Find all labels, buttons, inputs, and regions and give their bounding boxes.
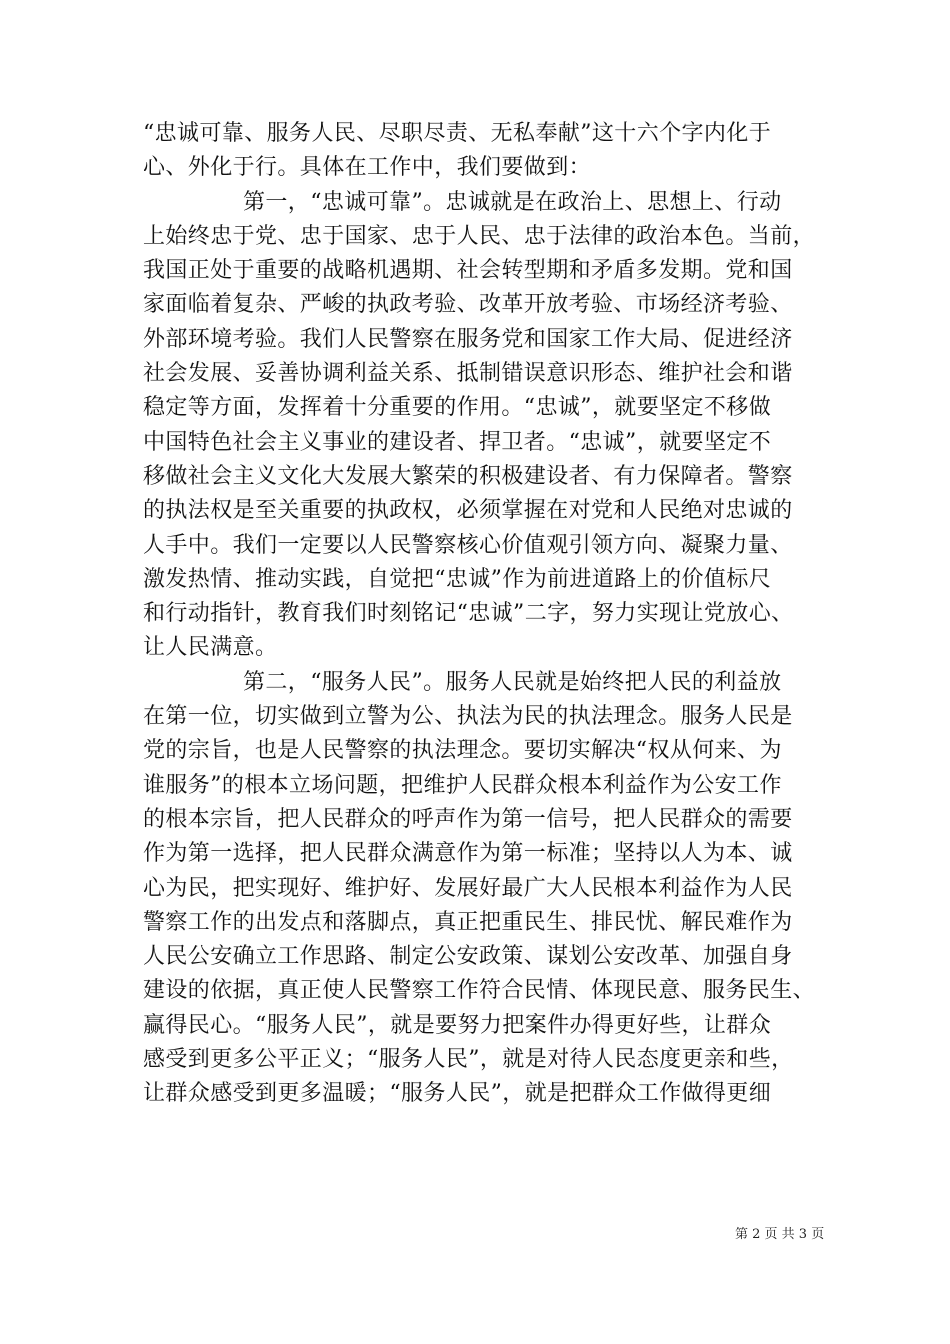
text-line: 中国特色社会主义事业的建设者、捍卫者。“忠诚”，就要坚定不 bbox=[143, 429, 772, 455]
text-line: 我国正处于重要的战略机遇期、社会转型期和矛盾多发期。党和国 bbox=[143, 258, 793, 284]
text-line: 心、外化于行。具体在工作中，我们要做到： bbox=[143, 155, 592, 181]
text-line: 在第一位，切实做到立警为公、执法为民的执法理念。服务人民是 bbox=[143, 704, 793, 730]
text-line: 赢得民心。“服务人民”，就是要努力把案件办得更好些，让群众 bbox=[143, 1012, 772, 1038]
text-line: 党的宗旨，也是人民警察的执法理念。要切实解决“权从何来、为 bbox=[143, 738, 782, 764]
text-line: 和行动指针，教育我们时刻铭记“忠诚”二字，努力实现让党放心、 bbox=[143, 601, 794, 627]
text-line: 家面临着复杂、严峻的执政考验、改革开放考验、市场经济考验、 bbox=[143, 292, 793, 318]
text-line: 稳定等方面，发挥着十分重要的作用。“忠诚”，就要坚定不移做 bbox=[143, 395, 772, 421]
text-line: 外部环境考验。我们人民警察在服务党和国家工作大局、促进经济 bbox=[143, 326, 793, 352]
text-line: 心为民，把实现好、维护好、发展好最广大人民根本利益作为人民 bbox=[143, 875, 793, 901]
text-line: 激发热情、推动实践，自觉把“忠诚”作为前进道路上的价值标尺 bbox=[143, 566, 772, 592]
paragraph-start-line: 第二，“服务人民”。服务人民就是始终把人民的利益放 bbox=[243, 669, 782, 695]
text-line: 让群众感受到更多温暖；“服务人民”，就是把群众工作做得更细 bbox=[143, 1081, 772, 1107]
document-body bbox=[143, 117, 823, 1112]
text-line: 人手中。我们一定要以人民警察核心价值观引领方向、凝聚力量、 bbox=[143, 532, 793, 558]
text-line: 人民公安确立工作思路、制定公安政策、谋划公安改革、加强自身 bbox=[143, 944, 793, 970]
text-line: 谁服务”的根本立场问题，把维护人民群众根本利益作为公安工作 bbox=[143, 772, 782, 798]
text-line: 建设的依据，真正使人民警察工作符合民情、体现民意、服务民生、 bbox=[143, 978, 816, 1004]
text-line: 上始终忠于党、忠于国家、忠于人民、忠于法律的政治本色。当前， bbox=[143, 223, 816, 249]
page-number-footer: 第 2 页 共 3 页 bbox=[735, 1227, 825, 1242]
text-line: 社会发展、妥善协调利益关系、抵制错误意识形态、维护社会和谐 bbox=[143, 361, 793, 387]
text-line: 作为第一选择，把人民群众满意作为第一标准；坚持以人为本、诚 bbox=[143, 841, 793, 867]
paragraph-start-line: 第一，“忠诚可靠”。忠诚就是在政治上、思想上、行动 bbox=[243, 189, 782, 215]
text-line: 感受到更多公平正义；“服务人民”，就是对待人民态度更亲和些， bbox=[143, 1047, 794, 1073]
text-line: 移做社会主义文化大发展大繁荣的积极建设者、有力保障者。警察 bbox=[143, 463, 793, 489]
text-line: 让人民满意。 bbox=[143, 635, 278, 661]
text-line: 的根本宗旨，把人民群众的呼声作为第一信号，把人民群众的需要 bbox=[143, 806, 793, 832]
text-line: “忠诚可靠、服务人民、尽职尽责、无私奉献”这十六个字内化于 bbox=[143, 121, 772, 146]
text-line: 警察工作的出发点和落脚点，真正把重民生、排民忧、解民难作为 bbox=[143, 909, 793, 935]
text-line: 的执法权是至关重要的执政权，必须掌握在对党和人民绝对忠诚的 bbox=[143, 498, 793, 524]
